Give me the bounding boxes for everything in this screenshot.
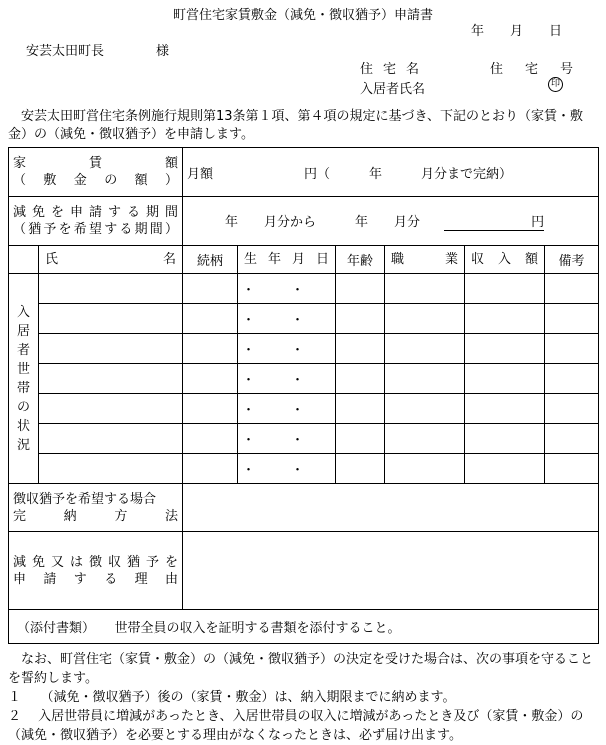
reason-label: 減免又は徴収猶予を [13, 554, 179, 570]
occupation-cell[interactable] [385, 394, 465, 424]
birthdate-cell[interactable]: ・・ [238, 424, 336, 454]
household-header-row [9, 246, 599, 274]
birthdate-cell[interactable]: ・・ [238, 304, 336, 334]
occupation-cell[interactable] [385, 364, 465, 394]
name-cell[interactable] [39, 454, 183, 484]
col-birthdate: 生年月日 [238, 246, 336, 274]
age-cell[interactable] [336, 424, 385, 454]
remarks-cell[interactable] [545, 304, 599, 334]
income-cell[interactable] [465, 274, 545, 304]
pledge-lead: なお、町営住宅（家賃・敷金）の（減免・徴収猶予）の決定を受けた場合は、次の事項を守ることを誓約します。 [8, 652, 594, 686]
income-cell[interactable] [465, 364, 545, 394]
household-row [9, 364, 599, 394]
application-date: 年 月 日 [470, 24, 562, 39]
period-value: 年 月分から 年 月分 [225, 215, 421, 230]
reason-sub-label: 申請する理由 [13, 571, 179, 587]
side-char: 況 [16, 437, 30, 453]
rent-label-cell [9, 148, 183, 197]
occupation-cell[interactable] [385, 424, 465, 454]
birthdate-cell[interactable]: ・・ [238, 334, 336, 364]
reason-label-cell [9, 532, 183, 610]
side-char: 者 [16, 342, 30, 358]
period-amount-field: 円 [444, 211, 544, 231]
payment-method-row [9, 484, 599, 532]
reason-cell[interactable] [183, 532, 599, 610]
age-cell[interactable] [336, 304, 385, 334]
age-cell[interactable] [336, 334, 385, 364]
col-remarks: 備考 [545, 246, 599, 274]
rent-value-cell[interactable] [183, 148, 599, 197]
relation-cell[interactable] [183, 424, 238, 454]
rent-label: 家賃額 [13, 156, 179, 171]
payment-label: 徴収猶予を希望する場合 [13, 491, 157, 507]
relation-cell[interactable] [183, 394, 238, 424]
remarks-cell[interactable] [545, 274, 599, 304]
addressee: 安芸太田町長 様 [26, 44, 170, 59]
period-label-cell [9, 197, 183, 246]
name-cell[interactable] [39, 394, 183, 424]
rent-row [9, 148, 599, 197]
income-cell[interactable] [465, 424, 545, 454]
resident-name-label: 入居者氏名 [360, 82, 426, 97]
income-cell[interactable] [465, 334, 545, 364]
side-char: 状 [16, 418, 30, 434]
income-cell[interactable] [465, 304, 545, 334]
seal-mark-icon: 印 [548, 77, 563, 92]
payment-method-label: 完納方法 [13, 508, 179, 524]
address-number-label: 住宅号 [490, 62, 596, 77]
side-char: の [16, 399, 30, 415]
col-income: 収入額 [465, 246, 545, 274]
remarks-cell[interactable] [545, 364, 599, 394]
name-cell[interactable] [39, 364, 183, 394]
birthdate-cell[interactable]: ・・ [238, 364, 336, 394]
attachment-note: （添付書類） 世帯全員の収入を証明する書類を添付すること。 [9, 610, 599, 644]
col-relation: 続柄 [183, 246, 238, 274]
birthdate-cell[interactable]: ・・ [238, 274, 336, 304]
age-cell[interactable] [336, 454, 385, 484]
blank-header-cell [9, 246, 39, 274]
household-row [9, 394, 599, 424]
col-age: 年齢 [336, 246, 385, 274]
household-row [9, 304, 599, 334]
period-label: 減免を申請する期間 [13, 205, 179, 220]
name-cell[interactable] [39, 334, 183, 364]
household-row [9, 454, 599, 484]
relation-cell[interactable] [183, 454, 238, 484]
relation-cell[interactable] [183, 274, 238, 304]
age-cell[interactable] [336, 394, 385, 424]
income-cell[interactable] [465, 394, 545, 424]
side-char: 世 [16, 361, 30, 377]
age-cell[interactable] [336, 274, 385, 304]
birthdate-cell[interactable]: ・・ [238, 394, 336, 424]
rent-value: 月額 円（ 年 月分まで完納） [187, 166, 513, 182]
payment-method-cell[interactable] [183, 484, 599, 532]
name-cell[interactable] [39, 424, 183, 454]
address-label: 住宅名 [360, 62, 430, 77]
occupation-cell[interactable] [385, 454, 465, 484]
household-row [9, 334, 599, 364]
age-cell[interactable] [336, 364, 385, 394]
relation-cell[interactable] [183, 364, 238, 394]
occupation-cell[interactable] [385, 304, 465, 334]
household-row [9, 424, 599, 454]
birthdate-cell[interactable]: ・・ [238, 454, 336, 484]
remarks-cell[interactable] [545, 424, 599, 454]
payment-label-cell [9, 484, 183, 532]
remarks-cell[interactable] [545, 454, 599, 484]
household-row [9, 274, 599, 304]
name-cell[interactable] [39, 304, 183, 334]
pledge-item-2: ２ 入居世帯員に増減があったとき、入居世帯員の収入に増減があったとき及び（家賃・敷金）の（減免・徴収猶予）を必要とする理由がなくなったときは、必ず届け出ます。 [8, 709, 584, 743]
name-cell[interactable] [39, 274, 183, 304]
relation-cell[interactable] [183, 304, 238, 334]
side-char: 帯 [16, 380, 30, 396]
col-name: 氏 名 [39, 246, 183, 274]
side-char: 居 [16, 323, 30, 339]
period-value-cell[interactable] [183, 197, 599, 246]
household-side-label [9, 274, 39, 484]
attachment-row [9, 610, 599, 644]
col-occupation: 職 業 [385, 246, 465, 274]
deferral-period-label: （猶予を希望する期間） [13, 222, 179, 237]
occupation-cell[interactable] [385, 274, 465, 304]
period-row [9, 197, 599, 246]
intro-paragraph: 安芸太田町営住宅条例施行規則第13条第１項、第４項の規定に基づき、下記のとおり（家賃・敷金）の（減免・徴収猶予）を申請します。 [8, 109, 584, 142]
occupation-cell[interactable] [385, 334, 465, 364]
deposit-label: （敷金の額） [13, 173, 179, 188]
pledge-item-1: １ （減免・徴収猶予）後の（家賃・敷金）は、納入期限までに納めます。 [8, 690, 456, 705]
reason-row [9, 532, 599, 610]
remarks-cell[interactable] [545, 334, 599, 364]
side-char: 入 [16, 304, 30, 320]
relation-cell[interactable] [183, 334, 238, 364]
application-table [8, 147, 599, 644]
remarks-cell[interactable] [545, 394, 599, 424]
income-cell[interactable] [465, 454, 545, 484]
form-title: 町営住宅家賃敷金（減免・徴収猶予）申請書 [172, 8, 433, 23]
